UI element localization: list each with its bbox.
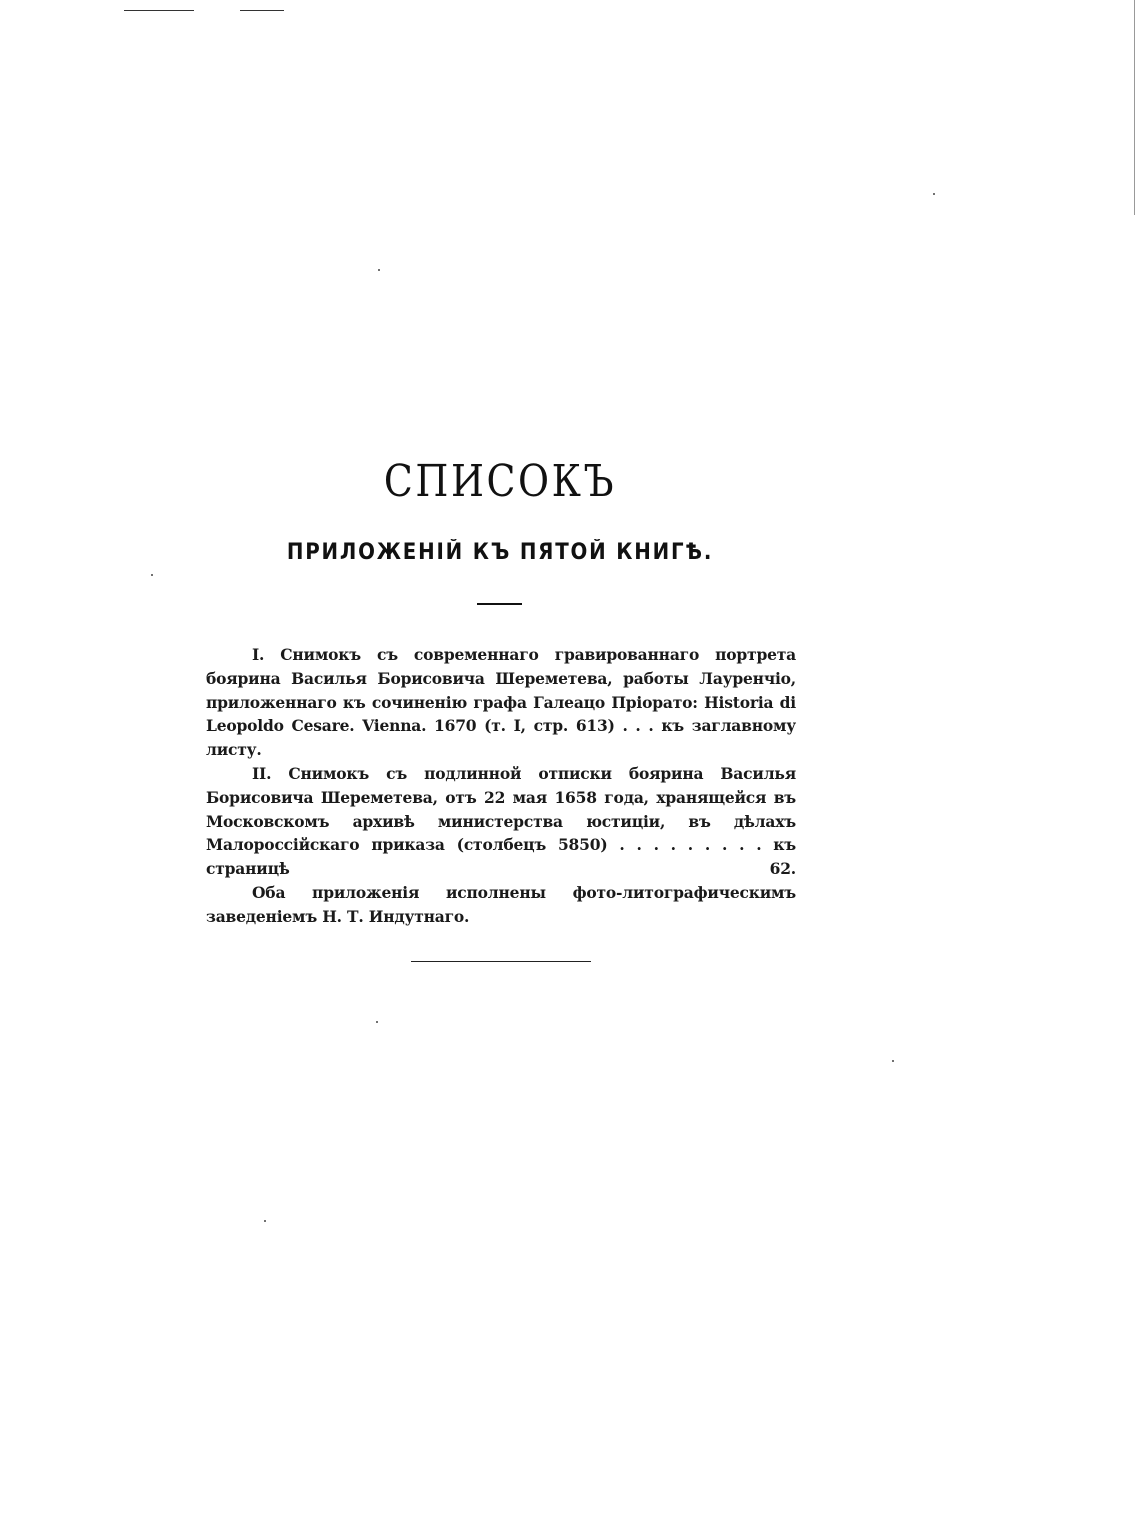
end-divider — [411, 961, 591, 962]
print-speck — [264, 1220, 266, 1222]
top-rule-right — [240, 10, 284, 11]
page-subtitle: ПРИЛОЖЕНІЙ КЪ ПЯТОЙ КНИГѢ. — [286, 540, 714, 565]
title-divider — [477, 603, 522, 605]
print-speck — [892, 1060, 894, 1062]
appendix-entry-1: I. Снимокъ съ современнаго гравированнаго портрета боярина Василья Борисовича Шереметева, работы Лауренчіо, приложеннаго къ сочиненію графа Галеацо Пріорато: Historia di Leopoldo Cesare. Vienna. 1670 (т. I, стр. 613) . . . къ заглавному листу. — [206, 645, 796, 760]
print-speck — [378, 269, 380, 271]
appendix-list — [206, 643, 796, 929]
top-rule-left — [124, 10, 194, 11]
appendix-entry-2: II. Снимокъ съ подлинной отписки боярина Василья Борисовича Шереметева, отъ 22 мая 1658 года, хранящейся въ Московскомъ архивѣ министерства юстиціи, въ дѣлахъ Малороссійскаго приказа (столбецъ 5850) . . . . . . . . . къ страницѣ 62. — [206, 763, 796, 879]
page-title: СПИСОКЪ — [383, 456, 617, 507]
appendix-note: Оба приложенія исполнены фото-литографическимъ заведеніемъ Н. Т. Индутнаго. — [206, 882, 796, 926]
print-speck — [376, 1021, 378, 1023]
print-speck — [933, 193, 935, 195]
page-edge-line — [1134, 0, 1135, 215]
print-speck — [151, 574, 153, 576]
